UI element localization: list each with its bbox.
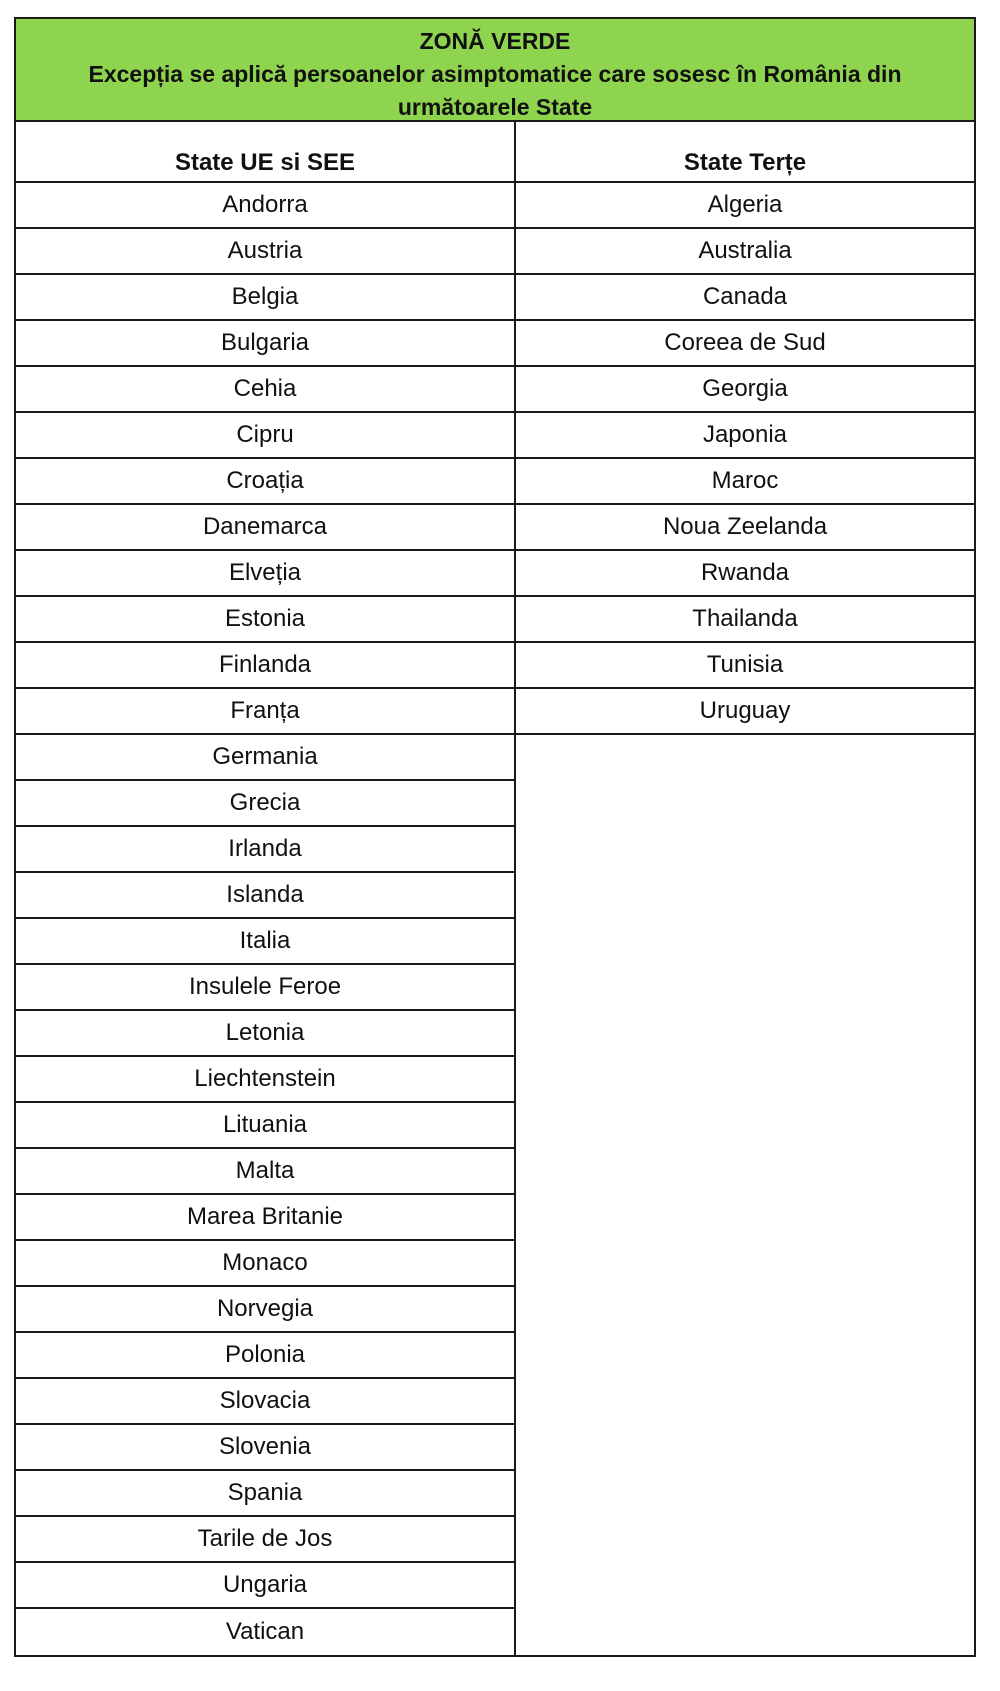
eu-eea-state-cell: Polonia	[16, 1333, 514, 1379]
third-state-cell: Maroc	[516, 459, 974, 505]
eu-eea-state-cell: Irlanda	[16, 827, 514, 873]
third-state-cell: Rwanda	[516, 551, 974, 597]
eu-eea-state-cell: Slovenia	[16, 1425, 514, 1471]
third-state-cell: Uruguay	[516, 689, 974, 735]
eu-eea-state-cell: Islanda	[16, 873, 514, 919]
third-state-cell: Tunisia	[516, 643, 974, 689]
eu-eea-state-cell: Elveția	[16, 551, 514, 597]
eu-eea-state-cell: Cehia	[16, 367, 514, 413]
eu-eea-state-cell: Belgia	[16, 275, 514, 321]
eu-eea-state-cell: Germania	[16, 735, 514, 781]
eu-eea-state-cell: Estonia	[16, 597, 514, 643]
eu-eea-column-header: State UE si SEE	[16, 122, 514, 183]
eu-eea-state-cell: Vatican	[225, 1618, 305, 1645]
eu-eea-state-cell: Tarile de Jos	[16, 1517, 514, 1563]
third-state-cell: Thailanda	[516, 597, 974, 643]
eu-eea-state-cell: Liechtenstein	[16, 1057, 514, 1103]
third-state-cell: Noua Zeelanda	[516, 505, 974, 551]
eu-eea-state-cell: Finlanda	[16, 643, 514, 689]
table-columns	[16, 122, 974, 1655]
third-state-cell: Algeria	[516, 183, 974, 229]
eu-eea-state-cell: Grecia	[16, 781, 514, 827]
third-states-column	[516, 122, 974, 1655]
third-state-cell: Japonia	[516, 413, 974, 459]
table-banner	[16, 19, 974, 122]
eu-eea-state-cell: Insulele Feroe	[16, 965, 514, 1011]
eu-eea-state-cell: Bulgaria	[16, 321, 514, 367]
eu-eea-state-cell: Danemarca	[16, 505, 514, 551]
eu-eea-state-cell: Slovacia	[16, 1379, 514, 1425]
third-state-cell: Australia	[516, 229, 974, 275]
eu-eea-state-cell: Andorra	[16, 183, 514, 229]
banner-title: ZONĂ VERDE	[419, 28, 571, 54]
eu-eea-state-cell: Marea Britanie	[16, 1195, 514, 1241]
eu-eea-state-cell: Spania	[16, 1471, 514, 1517]
eu-eea-state-cell: Franța	[16, 689, 514, 735]
third-state-cell: Canada	[516, 275, 974, 321]
third-state-cell: Coreea de Sud	[516, 321, 974, 367]
eu-eea-state-cell: Norvegia	[16, 1287, 514, 1333]
banner-subtitle-line-2: următoarele State	[397, 94, 593, 120]
banner-subtitle-line-1: Excepția se aplică persoanelor asimptomatice care sosesc în România din	[88, 61, 902, 87]
third-states-column-header: State Terțe	[516, 122, 974, 183]
eu-eea-state-cell: Ungaria	[16, 1563, 514, 1609]
eu-eea-state-cell: Italia	[16, 919, 514, 965]
eu-eea-column	[16, 122, 516, 1655]
eu-eea-state-cell: Cipru	[16, 413, 514, 459]
third-state-cell: Georgia	[516, 367, 974, 413]
eu-eea-state-cell: Letonia	[16, 1011, 514, 1057]
eu-eea-state-cell: Lituania	[16, 1103, 514, 1149]
eu-eea-state-cell: Croația	[16, 459, 514, 505]
eu-eea-state-cell: Austria	[16, 229, 514, 275]
eu-eea-state-cell: Malta	[16, 1149, 514, 1195]
eu-eea-state-cell: Monaco	[16, 1241, 514, 1287]
green-zone-table	[14, 17, 976, 1657]
